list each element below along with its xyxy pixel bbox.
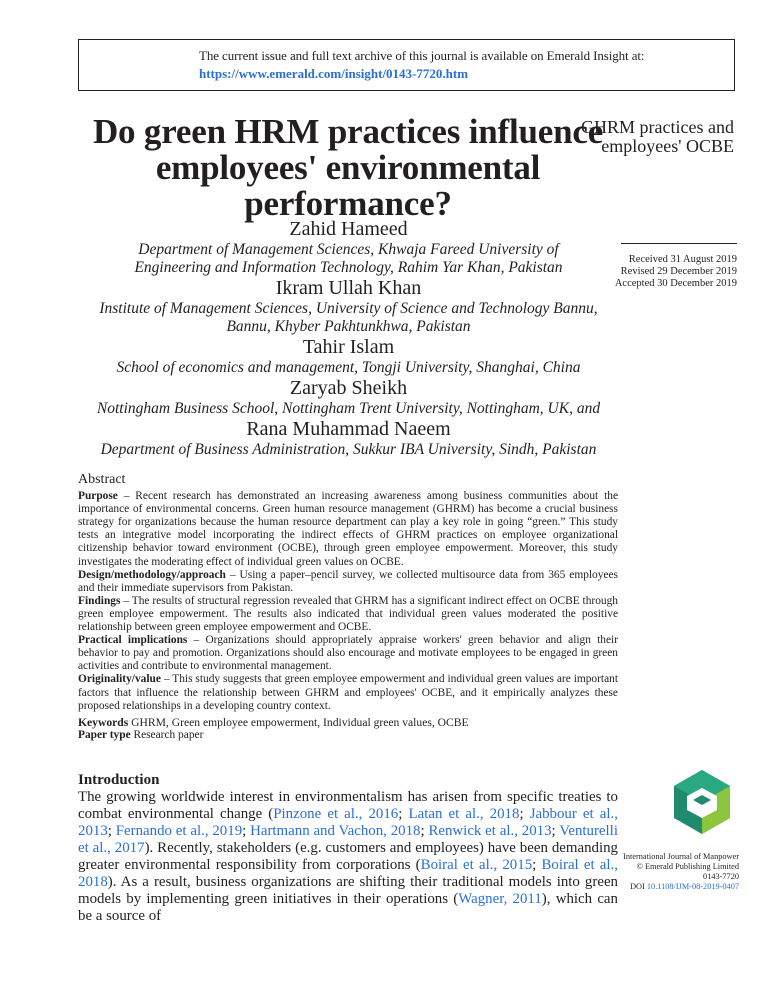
- intro-text: ), which can be a source of: [78, 891, 618, 924]
- intro-separator: ;: [420, 823, 429, 839]
- citation-link[interactable]: Venturelli et al., 2017: [78, 823, 618, 856]
- intro-separator: ;: [519, 806, 530, 822]
- introduction-paragraph: [78, 789, 618, 925]
- intro-text: The growing worldwide interest in environmentalism has arisen from specific treaties to combat environmental change (: [78, 789, 618, 822]
- intro-text: ). Recently, stakeholders (e.g. customers and employees) have been demanding greater environmental responsibility from corporations (: [78, 840, 618, 873]
- purpose-text: – Recent research has demonstrated an increasing awareness among business communities about the importance of environmental concerns. Green human resource management (GHRM) has become a crucial business strategy for organizations because the human resource department can play a key role in going “green.” This study tests an integrative model incorporating the indirect effects of GHRM practices on employee organizational citizenship behavior toward environment (OCBE), through green employee empowerment. Moreover, this study investigates the moderating effect of individual green values on OCBE.: [78, 490, 618, 568]
- intro-text: ). As a result, business organizations are shifting their traditional models into green models by implementing green initiatives in their operations (: [78, 874, 618, 907]
- author-affiliation: School of economics and management, Tongji University, Shanghai, China: [116, 359, 581, 376]
- crossmark-logo-icon[interactable]: [667, 768, 737, 838]
- findings-label: Findings: [78, 594, 121, 607]
- abstract-section: [78, 473, 618, 742]
- keywords: [78, 716, 618, 729]
- running-title: GHRM practices and employees' OCBE: [581, 117, 734, 156]
- author-name: Zahid Hameed: [289, 218, 408, 240]
- citation-link[interactable]: Wagner, 2011: [458, 891, 542, 907]
- citation-link[interactable]: Boiral et al., 2018: [78, 857, 618, 890]
- author-name: Zaryab Sheikh: [289, 377, 408, 399]
- abstract-heading: Abstract: [78, 472, 126, 487]
- paper-type-label: Paper type: [78, 728, 131, 741]
- doi: [599, 882, 739, 892]
- author-affiliation: Nottingham Business School, Nottingham Trent University, Nottingham, UK, and: [96, 400, 601, 417]
- journal-info: [599, 852, 739, 892]
- citation-link[interactable]: Fernando et al., 2019: [115, 823, 243, 839]
- paper-type-text: Research paper: [130, 728, 204, 741]
- abstract-design: [78, 569, 618, 595]
- doi-link[interactable]: 10.1108/IJM-08-2019-0407: [646, 882, 739, 891]
- aside-divider: [621, 243, 737, 244]
- intro-separator: ;: [551, 823, 560, 839]
- findings-text: – The results of structural regression revealed that GHRM has a significant indirect effect on OCBE through green employee empowerment. The results also indicated that individual green values moderated the positive relationship between green employee empowerment and OCBE.: [78, 594, 618, 634]
- author-list: [72, 218, 625, 459]
- issn: 0143-7720: [703, 872, 739, 881]
- author-affiliation: Institute of Management Sciences, University of Science and Technology Bannu, Bannu, Khyber Pakhtunkhwa, Pakistan: [99, 300, 598, 335]
- author-name: Tahir Islam: [302, 336, 395, 358]
- citation-link[interactable]: Latan et al., 2018: [408, 806, 520, 822]
- purpose-label: Purpose: [78, 490, 118, 503]
- availability-header-box: [78, 39, 735, 91]
- practical-label: Practical implications: [78, 634, 188, 647]
- introduction-heading: Introduction: [78, 772, 160, 788]
- intro-separator: ;: [398, 806, 409, 822]
- citation-link[interactable]: Renwick et al., 2013: [428, 823, 552, 839]
- citation-link[interactable]: Jabbour et al., 2013: [78, 806, 618, 839]
- intro-separator: ;: [242, 823, 251, 839]
- intro-separator: ;: [532, 857, 542, 873]
- doi-label: DOI: [630, 882, 647, 891]
- article-title: Do green HRM practices influence employees' environmental performance?: [92, 112, 604, 223]
- abstract-practical: [78, 634, 618, 673]
- abstract-purpose: [78, 490, 618, 569]
- keywords-text: GHRM, Green employee empowerment, Individual green values, OCBE: [128, 715, 469, 729]
- accepted-date: Accepted 30 December 2019: [614, 278, 737, 289]
- availability-notice: The current issue and full text archive of this journal is available on Emerald Insight at:: [199, 48, 645, 63]
- citation-link[interactable]: Boiral et al., 2015: [420, 857, 533, 873]
- publisher: © Emerald Publishing Limited: [636, 862, 739, 871]
- received-date: Received 31 August 2019: [628, 254, 737, 265]
- design-label: Design/methodology/approach: [78, 568, 226, 581]
- journal-url-link[interactable]: https://www.emerald.com/insight/0143-7720.htm: [199, 66, 469, 81]
- originality-label: Originality/value: [78, 673, 161, 686]
- practical-text: – Organizations should appropriately appraise workers' green behavior and align their behavior to pay and promotion. Organizations should also encourage and motivate employees to be engaged in green activities and contribute to environmental management.: [78, 634, 618, 673]
- intro-separator: ;: [107, 823, 116, 839]
- revised-date: Revised 29 December 2019: [620, 266, 737, 277]
- author-affiliation: Department of Management Sciences, Khwaja Fareed University of Engineering and Information Technology, Rahim Yar Khan, Pakistan: [134, 241, 563, 276]
- citation-link[interactable]: Pinzone et al., 2016: [273, 806, 399, 822]
- paper-type: [78, 729, 618, 742]
- keywords-label: Keywords: [78, 715, 129, 729]
- author-affiliation: Department of Business Administration, Sukkur IBA University, Sindh, Pakistan: [100, 441, 597, 458]
- citation-link[interactable]: Hartmann and Vachon, 2018: [250, 823, 421, 839]
- introduction-section: [78, 772, 618, 925]
- author-name: Rana Muhammad Naeem: [246, 418, 451, 440]
- author-name: Ikram Ullah Khan: [275, 277, 422, 299]
- abstract-originality: [78, 673, 618, 712]
- originality-text: – This study suggests that green employee empowerment and individual green values are important factors that influence the relationship between GHRM and employees' OCBE, and it empirically analyzes these proposed relationships in a developing country context.: [78, 673, 618, 712]
- design-text: – Using a paper–pencil survey, we collected multisource data from 365 employees and their immediate supervisors from Pakistan.: [78, 568, 618, 594]
- abstract-findings: [78, 595, 618, 634]
- journal-name: International Journal of Manpower: [623, 852, 739, 861]
